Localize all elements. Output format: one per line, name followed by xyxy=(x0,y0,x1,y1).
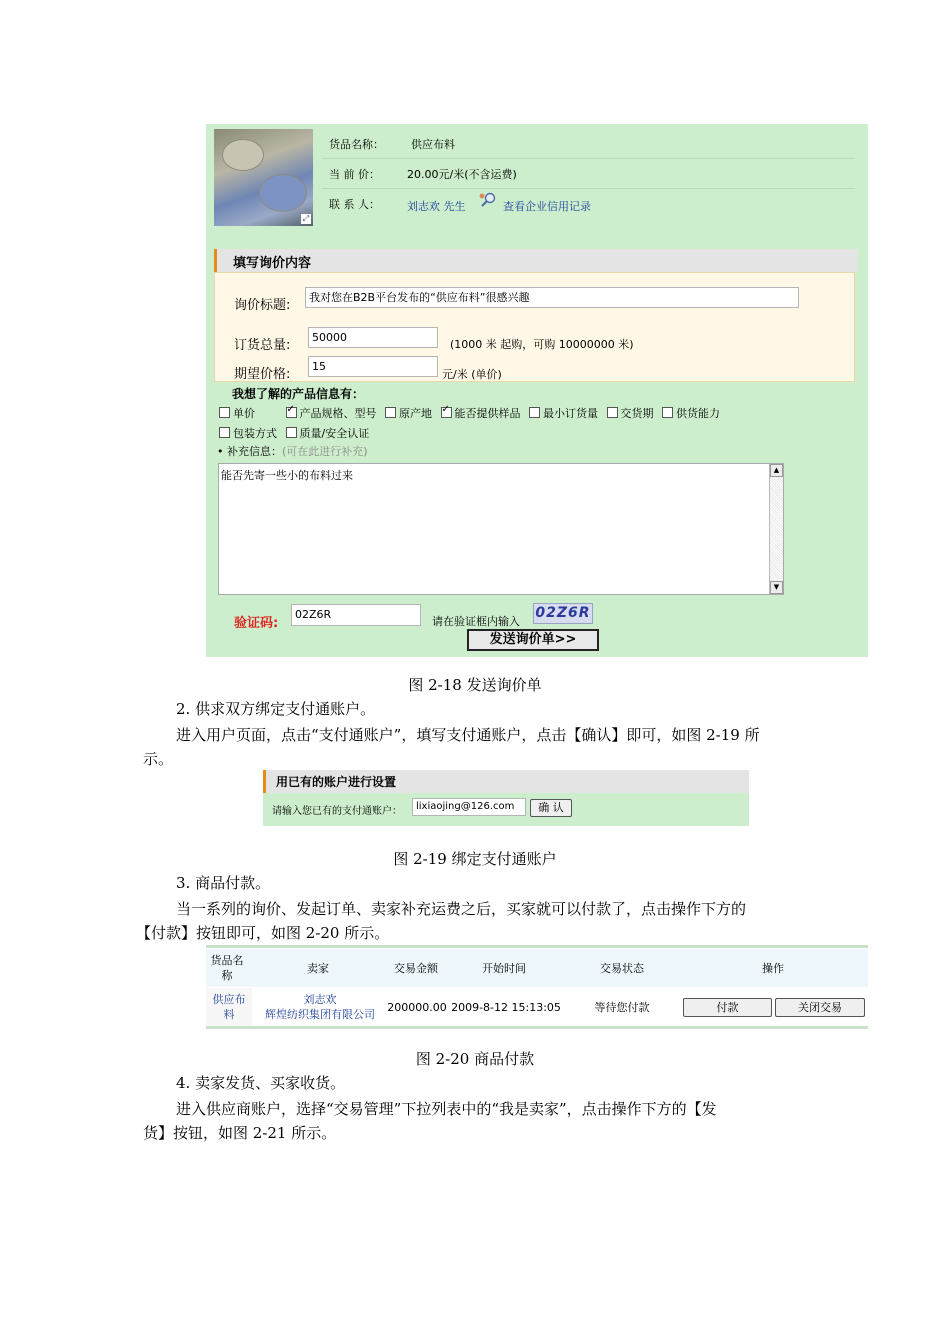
contact-label: 联 系 人： xyxy=(329,198,380,211)
close-trade-button[interactable]: 关闭交易 xyxy=(775,998,865,1017)
captcha-label: 验证码: xyxy=(234,616,279,631)
fabric-product-image xyxy=(214,129,313,226)
checkbox-row-2 xyxy=(219,425,374,441)
checkbox-box[interactable] xyxy=(385,407,396,418)
confirm-button[interactable]: 确 认 xyxy=(530,799,572,817)
extra-info-label xyxy=(217,443,368,459)
cell-status: 等待您付款 xyxy=(566,988,678,1026)
fabric-roll-shape xyxy=(222,139,264,171)
checkbox-box-checked[interactable] xyxy=(286,407,297,418)
scroll-up-icon[interactable]: ▲ xyxy=(770,464,783,477)
cell-amount: 200000.00 xyxy=(388,988,446,1026)
figure-caption-2-18: 图 2-18 发送询价单 xyxy=(408,676,542,694)
title-input[interactable]: 我对您在B2B平台发布的“供应布料”很感兴趣 xyxy=(305,287,799,308)
paragraph-2-line-2: 示。 xyxy=(143,750,174,768)
cell-goods-line1[interactable]: 供应布 xyxy=(212,993,246,1006)
checkbox-origin[interactable]: 原产地 xyxy=(385,407,432,420)
header-seller: 卖家 xyxy=(307,961,329,975)
cell-start-time: 2009-8-12 15:13:05 xyxy=(448,988,564,1026)
captcha-hint: 请在验证框内输入 xyxy=(432,615,520,628)
divider xyxy=(322,188,855,189)
credit-record-link[interactable]: 查看企业信用记录 xyxy=(503,200,591,213)
checkbox-box-checked[interactable] xyxy=(441,407,452,418)
quantity-label: 订货总量: xyxy=(234,338,291,353)
paragraph-3-line-2: 【付款】按钮即可，如图 2-20 所示。 xyxy=(136,924,390,942)
table-bottom-border xyxy=(206,1026,868,1029)
checkbox-box[interactable] xyxy=(219,407,230,418)
pay-button[interactable]: 付款 xyxy=(683,998,772,1017)
quantity-hint: (1000 米 起购，可购 10000000 米) xyxy=(450,338,634,351)
contact-name-link[interactable]: 刘志欢 先生 xyxy=(407,200,466,213)
header-amount: 交易金额 xyxy=(394,961,438,975)
cell-seller-company[interactable]: 辉煌纺织集团有限公司 xyxy=(265,1008,375,1021)
header-action: 操作 xyxy=(762,961,784,975)
price-value: 20.00元/米(不含运费) xyxy=(407,168,517,181)
checkbox-min-order[interactable]: 最小订货量 xyxy=(529,407,598,420)
checkbox-sample[interactable]: ✓ 能否提供样品 xyxy=(441,407,521,420)
step-3-heading: 3. 商品付款。 xyxy=(176,874,271,892)
checkbox-box[interactable] xyxy=(662,407,673,418)
header-goods xyxy=(206,949,248,987)
quantity-input[interactable]: 50000 xyxy=(308,327,438,348)
checkbox-capacity[interactable]: 供货能力 xyxy=(662,407,720,420)
paragraph-4-line-2: 货】按钮，如图 2-21 所示。 xyxy=(143,1124,337,1142)
checkbox-box[interactable] xyxy=(286,427,297,438)
divider xyxy=(322,158,855,159)
captcha-image: 02Z6R xyxy=(533,603,593,624)
title-label: 询价标题: xyxy=(234,298,291,313)
extra-info-textarea[interactable] xyxy=(218,463,784,595)
header-goods-line1: 货品名 xyxy=(210,954,244,967)
product-name-label: 货品名称： xyxy=(329,138,384,151)
extra-info-label-text: • 补充信息： xyxy=(217,445,282,458)
section-title: 填写询价内容 xyxy=(233,256,312,271)
cell-goods[interactable] xyxy=(206,988,252,1026)
figure-caption-2-19: 图 2-19 绑定支付通账户 xyxy=(393,850,557,868)
header-status: 交易状态 xyxy=(600,961,644,975)
expected-price-input[interactable]: 15 xyxy=(308,356,438,377)
account-label: 请输入您已有的支付通账户： xyxy=(272,806,402,817)
step-4-heading: 4. 卖家发货、买家收货。 xyxy=(176,1074,346,1092)
step-2-heading: 2. 供求双方绑定支付通账户。 xyxy=(176,700,376,718)
paragraph-4-line-1: 进入供应商账户，选择“交易管理”下拉列表中的“我是卖家”，点击操作下方的【发 xyxy=(176,1100,717,1118)
product-name-value: 供应布料 xyxy=(411,138,455,151)
bind-account-title: 用已有的账户进行设置 xyxy=(276,775,397,789)
extra-info-text: 能否先寄一些小的布料过来 xyxy=(221,469,353,482)
figure-caption-2-20: 图 2-20 商品付款 xyxy=(415,1050,535,1068)
scroll-down-icon[interactable]: ▼ xyxy=(770,581,783,594)
fabric-roll-shape xyxy=(259,174,307,212)
cell-seller-name[interactable]: 刘志欢 xyxy=(303,993,337,1006)
checkbox-unit-price[interactable]: 单价 xyxy=(219,407,255,420)
table-top-border xyxy=(206,945,868,948)
checkbox-spec[interactable]: ✓ 产品规格、型号 xyxy=(286,407,377,420)
checkbox-box[interactable] xyxy=(529,407,540,418)
bind-account-header xyxy=(263,770,749,793)
cell-seller[interactable] xyxy=(254,988,386,1026)
credit-search-icon[interactable] xyxy=(478,192,498,208)
checkbox-box[interactable] xyxy=(607,407,618,418)
info-heading: 我想了解的产品信息有： xyxy=(232,387,365,401)
cell-goods-line2[interactable]: 料 xyxy=(223,1008,235,1021)
captcha-input[interactable]: 02Z6R xyxy=(291,604,421,626)
extra-info-hint: (可在此进行补充) xyxy=(282,445,368,458)
zoom-icon[interactable]: ⤢ xyxy=(302,214,310,223)
send-inquiry-button[interactable]: 发送询价单>> xyxy=(467,629,599,651)
price-unit: 元/米 (单价) xyxy=(442,368,502,381)
price-label: 当 前 价： xyxy=(329,168,380,181)
section-header xyxy=(214,249,858,272)
checkbox-delivery[interactable]: 交货期 xyxy=(607,407,654,420)
paragraph-3-line-1: 当一系列的询价、发起订单、卖家补充运费之后，买家就可以付款了，点击操作下方的 xyxy=(176,900,747,918)
account-input[interactable]: lixiaojing@126.com xyxy=(412,798,526,816)
checkbox-box[interactable] xyxy=(219,427,230,438)
header-goods-line2: 称 xyxy=(221,969,233,982)
header-start-time: 开始时间 xyxy=(482,961,526,975)
textarea-scrollbar[interactable] xyxy=(769,464,783,594)
checkbox-row-1 xyxy=(219,405,725,421)
checkbox-packaging[interactable]: 包装方式 xyxy=(219,427,277,440)
paragraph-2-line-1: 进入用户页面，点击“支付通账户”，填写支付通账户，点击【确认】即可，如图 2-19 所 xyxy=(176,726,760,744)
expected-price-label: 期望价格: xyxy=(234,367,291,382)
checkbox-quality[interactable]: 质量/安全认证 xyxy=(286,427,370,440)
